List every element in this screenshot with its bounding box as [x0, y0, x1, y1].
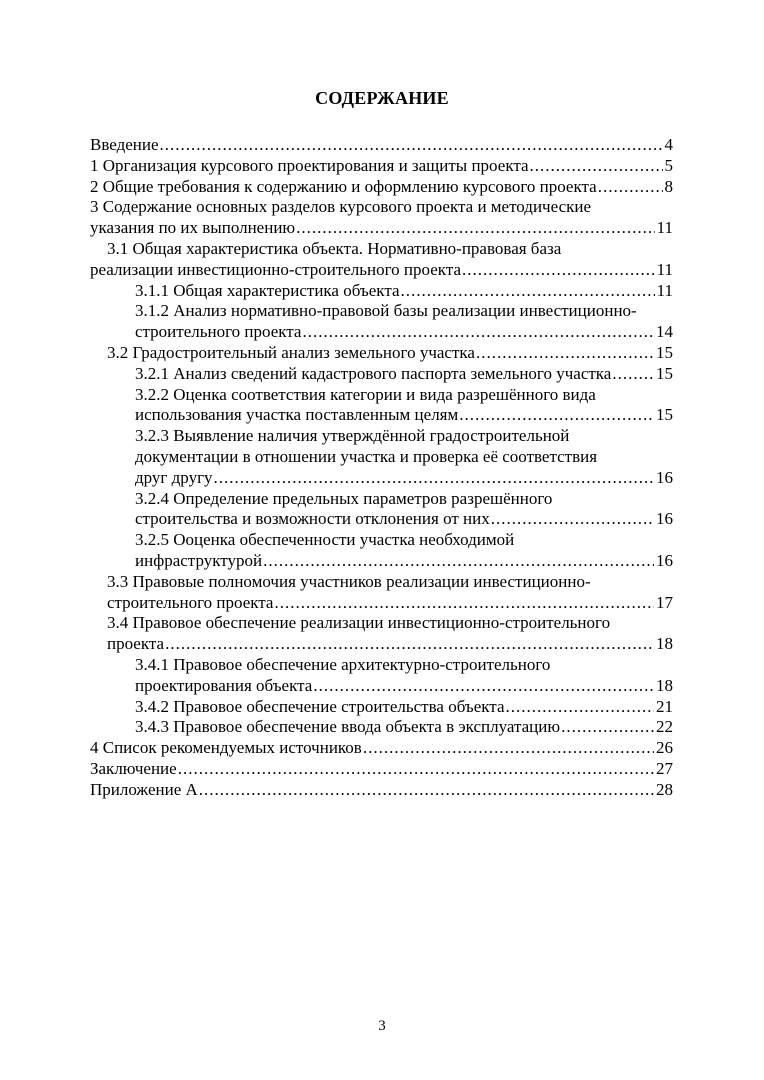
toc-page-number: 18	[656, 634, 673, 654]
toc-entry-3-4-2[interactable]	[90, 697, 673, 718]
toc-page-number: 28	[656, 779, 673, 799]
toc-entry-3-2-2[interactable]	[90, 385, 673, 427]
toc-entry-text: 3.2.5 Ооценка обеспеченности участка необходимой	[135, 530, 515, 550]
toc-entry-1[interactable]	[90, 156, 673, 177]
toc-page-number: 26	[656, 738, 673, 758]
toc-entry-text: 3.4.1 Правовое обеспечение архитектурно-строительного	[135, 654, 551, 674]
toc-page-number: 22	[656, 717, 673, 737]
toc-page-number: 21	[656, 696, 673, 716]
toc-entry-3-2[interactable]	[90, 343, 673, 364]
toc-entry-text: Заключение	[90, 758, 177, 778]
toc-page-number: 16	[656, 509, 673, 529]
toc-entry-3-4-1[interactable]	[90, 655, 673, 697]
toc-entry-text: инфраструктурой	[135, 550, 263, 570]
toc-entry-text: строительного проекта	[107, 592, 274, 612]
toc-page-number: 8	[664, 176, 673, 196]
toc-entry-text: проектирования объекта	[135, 675, 313, 695]
toc-entry-text: использования участка поставленным целям	[135, 405, 459, 425]
toc-entry-3[interactable]	[90, 197, 673, 239]
toc-entry-text: проекта	[107, 634, 165, 654]
toc-entry-text: 3.2.4 Определение предельных параметров разрешённого	[135, 488, 553, 508]
toc-page-number: 15	[656, 363, 673, 383]
toc-page-number: 16	[656, 550, 673, 570]
toc-entry-text: строительного проекта	[135, 322, 302, 342]
toc-entry-text: 3.4.2 Правовое обеспечение строительства объекта	[135, 696, 505, 716]
toc-entry-conclusion[interactable]	[90, 759, 673, 780]
toc-entry-3-2-3[interactable]	[90, 426, 673, 488]
toc-entry-text: 3.1.2 Анализ нормативно-правовой базы реализации инвестиционно-	[135, 301, 637, 321]
toc-entry-text: 3.1.1 Общая характеристика объекта	[135, 280, 400, 300]
toc-page-number: 14	[656, 322, 673, 342]
toc-page-number: 4	[664, 135, 673, 154]
toc-entry-text: строительства и возможности отклонения от них	[135, 509, 490, 529]
toc-entry-3-4-3[interactable]	[90, 717, 673, 738]
toc-entry-text: друг другу	[135, 467, 213, 487]
toc-entry-text: 3.3 Правовые полномочия участников реализации инвестиционно-	[107, 571, 591, 591]
toc-entry-text: 3 Содержание основных разделов курсового проекта и методические	[90, 197, 592, 217]
toc-entry-text: 3.2.1 Анализ сведений кадастрового паспорта земельного участка	[135, 363, 612, 383]
toc-entry-text: 1 Организация курсового проектирования и защиты проекта	[90, 155, 529, 175]
toc-entry-text: указания по их выполнению	[90, 218, 296, 238]
toc-page-number: 16	[656, 467, 673, 487]
toc-page-number: 27	[656, 758, 673, 778]
toc-entry-3-1[interactable]	[90, 239, 673, 281]
table-of-contents	[90, 135, 673, 801]
toc-entry-text: 2 Общие требования к содержанию и оформлению курсового проекта	[90, 176, 597, 196]
toc-entry-2[interactable]	[90, 177, 673, 198]
toc-page-number: 15	[656, 405, 673, 425]
toc-entry-text: 3.2 Градостроительный анализ земельного участка	[107, 342, 475, 362]
toc-page-number: 11	[656, 280, 673, 300]
toc-entry-3-2-1[interactable]	[90, 364, 673, 385]
toc-entry-text: 3.4 Правовое обеспечение реализации инвестиционно-строительного	[107, 613, 611, 633]
toc-entry-text: реализации инвестиционно-строительного проекта	[90, 259, 462, 279]
toc-entry-3-2-4[interactable]	[90, 489, 673, 531]
toc-page-number: 11	[656, 218, 673, 238]
toc-entry-text: 3.4.3 Правовое обеспечение ввода объекта в эксплуатацию	[135, 717, 561, 737]
toc-entry-text: 3.2.2 Оценка соответствия категории и вида разрешённого вида	[135, 384, 596, 404]
toc-entry-3-2-5[interactable]	[90, 530, 673, 572]
toc-entry-introduction[interactable]	[90, 135, 673, 156]
toc-entry-text: Введение	[90, 135, 159, 154]
toc-page-number: 17	[656, 592, 673, 612]
toc-entry-3-1-1[interactable]	[90, 281, 673, 302]
toc-entry-text: 3.2.3 Выявление наличия утверждённой градостроительной	[135, 426, 570, 446]
toc-entry-3-4[interactable]	[90, 613, 673, 655]
toc-page-number: 18	[656, 675, 673, 695]
toc-entry-3-3[interactable]	[90, 572, 673, 614]
toc-entry-3-1-2[interactable]	[90, 301, 673, 343]
page-title: СОДЕРЖАНИЕ	[315, 88, 449, 108]
toc-entry-text: 4 Список рекомендуемых источников	[90, 738, 362, 758]
toc-page-number: 11	[656, 259, 673, 279]
toc-entry-text: документации в отношении участка и проверка её соответствия	[135, 446, 598, 466]
page-number: 3	[378, 1018, 386, 1034]
toc-page-number: 15	[656, 342, 673, 362]
toc-page-number: 5	[664, 155, 673, 175]
toc-entry-4[interactable]	[90, 738, 673, 759]
toc-entry-text: 3.1 Общая характеристика объекта. Нормативно-правовая база	[107, 238, 562, 258]
toc-entry-appendix-a[interactable]	[90, 780, 673, 801]
toc-entry-text: Приложение А	[90, 779, 198, 799]
